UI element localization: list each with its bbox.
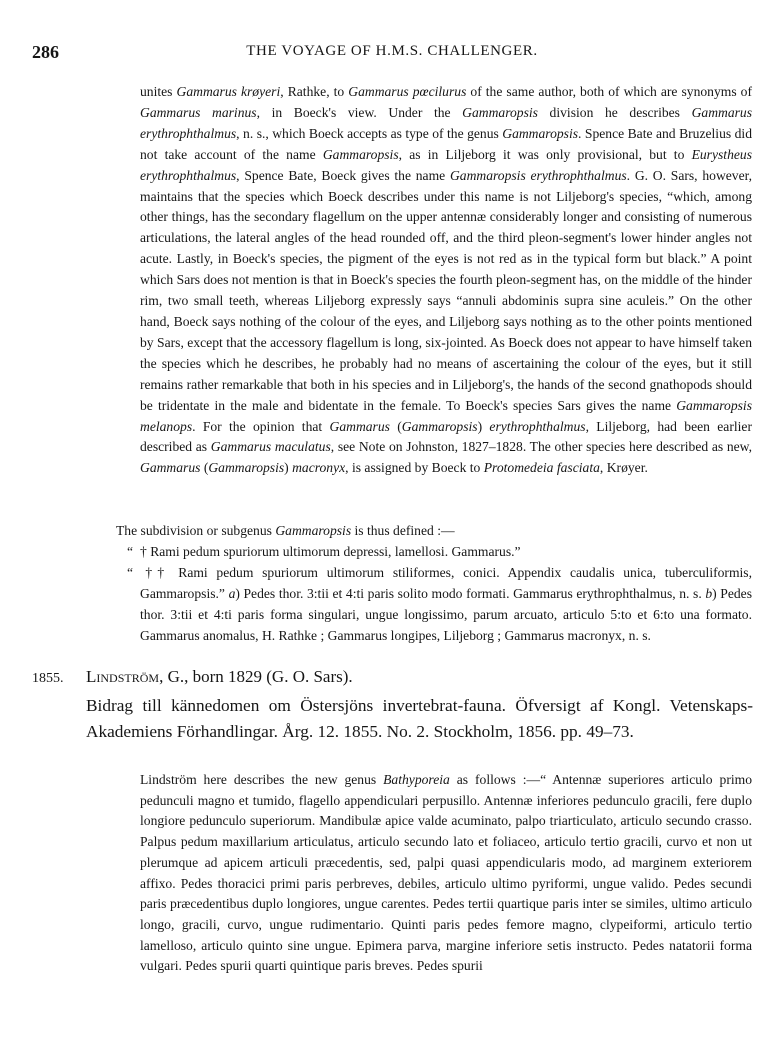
continuation-paragraph: unites Gammarus krøyeri, Rathke, to Gammarus pœcilurus of the same author, both of which are synonyms of Gammarus marinus, in Boeck's view. Under the Gammaropsis division he describes Gammarus erythrophthalmus, n. s., which Boeck accepts as type of the genus Gammaropsis. Spence Bate and Bruzelius did not take account of the name Gammaropsis, as in Liljeborg it was only provisional, but to Eurystheus erythrophthalmus, Spence Bate, Boeck gives the name Gammaropsis erythrophthalmus. G. O. Sars, however, maintains that the species which Boeck describes under this name is not Liljeborg's species, “which, among other things, has the secondary flagellum on the upper antennæ considerably longer and consisting of numerous articulations, the lateral angles of the head rounded off, and the third pleon-segment's lower hinder angles not acute. Lastly, in Boeck's species, the pigment of the eyes is not red as in the typical form but black.” A point which Sars does not mention is that in Boeck's species the fourth pleon-segment has, on the middle of the hinder rim, two small teeth, whereas Liljeborg expressly says “annuli abdominis supra sine aculeis.” On the other hand, Boeck says nothing of the colour of the eyes, and Liljeborg says nothing as to the other points mentioned by Sars, except that the accessory flagellum is long, six-jointed. As Boeck does not appear to have himself taken the species which he describes, he probably had no means of ascertaining the colour of the eyes, but it still remains rather remarkable that both in his species and in Liljeborg's, the hands of the second gnathopods should be tridentate in the male and bidentate in the female. To Boeck's species Sars gives the name Gammaropsis melanops. For the opinion that Gammarus (Gammaropsis) erythrophthalmus, Liljeborg, had been earlier described as Gammarus maculatus, see Note on Johnston, 1827–1828. The other species here described as new, Gammarus (Gammaropsis) macronyx, is assigned by Boeck to Protomedeia fasciata, Krøyer. [140, 84, 753, 476]
entry-author-details: , G., born 1829 (G. O. Sars). [159, 667, 353, 686]
subdivision-intro: The subdivision or subgenus Gammaropsis is thus defined :— [116, 523, 455, 538]
page-header [32, 42, 752, 68]
entry-title: Bidrag till kännedomen om Östersjöns invertebrat-fauna. Öfversigt af Kongl. Vetenskaps-Akademiens Förhandlingar. Årg. 12. 1855. No. 2. Stockholm, 1856. pp. 49–73. [86, 696, 753, 741]
quote-gammarus: “ † Rami pedum spuriorum ultimorum depressi, lamellosi. Gammarus.” [127, 543, 521, 559]
subdivision-definition [116, 521, 752, 646]
running-title: THE VOYAGE OF H.M.S. CHALLENGER. [246, 43, 538, 59]
page-number: 286 [32, 42, 59, 62]
entry-author: Lindström [86, 667, 160, 686]
quote-gammaropsis: “ †† Rami pedum spuriorum ultimorum stiliformes, conici. Appendix caudalis unica, tuberculiformis, Gammaropsis.” a) Pedes thor. 3:tii et 4:ti paris solito modo formati. Gammarus erythrophthalmus, n. s. b) Pedes thor. 3:tii et 4:ti paris forma singulari, ungue longissimo, parum arcuato, articulo 5:to et 6:to una formato. Gammarus anomalus, H. Rathke ; Gammarus longipes, Liljeborg ; Gammarus macronyx, n. s. [127, 564, 753, 643]
entry-heading [32, 666, 752, 690]
entry-year: 1855. [32, 671, 64, 686]
lindstrom-paragraph: Lindström here describes the new genus Bathyporeia as follows :—“ Antennæ superiores articulo primo pedunculi magno et tumido, flagello appendiculari perpusillo. Antennæ inferiores pedunculo gracili, fere duplo longiore pedunculo superiorum. Mandibulæ apice valde acuminato, palpo triarticulato, articulo secundo crasso. Palpus pedum maxillarium articulatus, articulo secundo lato et foliaceo, articulo tertio gracili, curvo et non ut plerumque ad apicem articuli præcedentis, sed, palpi quasi appendicularis modo, ad marginem exteriorem affixo. Pedes thoracici primi paris perbreves, debiles, articulo ultimo pyriformi, ungue valido. Pedes secundi paris præcedentibus duplo longiores, ungue carentes. Pedes tertii quartique paris inter se similes, ultimo articulo longo, gracili, curvo, ungue rudimentario. Quinti paris pedes femore magno, clypeiformi, articulo tertio lamelloso, articulo quinto sine ungue. Epimera parva, margine inferiore setis instructo. Pedes natatorii forma vulgari. Pedes spurii quarti quintique paris breves. Pedes spurii [140, 772, 752, 974]
